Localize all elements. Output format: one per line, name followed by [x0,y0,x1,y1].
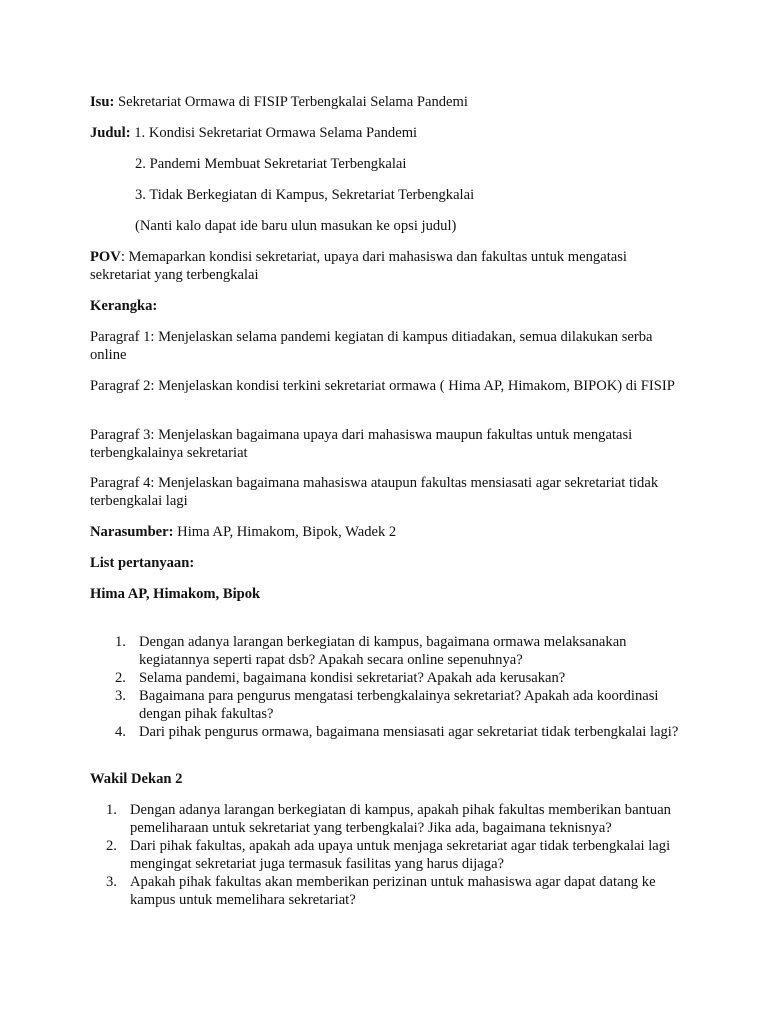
list-item [90,633,688,669]
section-2-heading [90,770,182,788]
question-text: Dengan adanya larangan berkegiatan di kampus, bagaimana ormawa melaksanakan kegiatannya seperti rapat dsb? Apakah secara online sepenuhnya? [139,634,627,668]
question-number: 3. [115,688,126,704]
question-number: 1. [106,802,117,818]
section-2-heading-text: Wakil Dekan 2 [90,771,183,787]
pov-text: : Memaparkan kondisi sekretariat, upaya dari mahasiswa dan fakultas untuk mengatasi sekretariat yang terbengkalai [90,249,627,283]
judul-option-2: 2. Pandemi Membuat Sekretariat Terbengkalai [135,156,407,172]
section-1-question-list [90,633,688,741]
isu-line [90,93,468,111]
narasumber-text: Hima AP, Himakom, Bipok, Wadek 2 [177,524,397,540]
question-text: Apakah pihak fakultas akan memberikan perizinan untuk mahasiswa agar dapat datang ke kampus untuk memelihara sekretariat? [130,874,656,908]
list-item [90,873,690,909]
section-1-heading-text: Hima AP, Himakom, Bipok [90,586,261,602]
kerangka-label: Kerangka: [90,298,158,314]
section-2-question-list [90,801,690,909]
judul-note: (Nanti kalo dapat ide baru ulun masukan ke opsi judul) [135,218,457,234]
question-number: 4. [115,724,126,740]
isu-label: Isu: [90,94,115,110]
question-number: 2. [106,838,117,854]
judul-option-3: 3. Tidak Berkegiatan di Kampus, Sekretariat Terbengkalai [135,187,475,203]
list-item [90,837,690,873]
list-pertanyaan-label: List pertanyaan: [90,555,195,571]
kerangka-paragraph-1: Paragraf 1: Menjelaskan selama pandemi kegiatan di kampus ditiadakan, semua dilakukan serba online [90,329,653,363]
list-item [90,723,688,741]
list-pertanyaan-heading [90,554,194,572]
list-item [90,687,688,723]
narasumber-label: Narasumber: [90,524,174,540]
judul-line [90,124,417,142]
narasumber-line [90,523,396,541]
kerangka-paragraph-2: Paragraf 2: Menjelaskan kondisi terkini sekretariat ormawa ( Hima AP, Himakom, BIPOK) di FISIP [90,378,675,394]
isu-text: Sekretariat Ormawa di FISIP Terbengkalai Selama Pandemi [118,94,468,110]
list-item [90,669,688,687]
pov-label: POV [90,249,121,265]
question-text: Dari pihak fakultas, apakah ada upaya untuk menjaga sekretariat agar tidak terbengkalai lagi mengingat sekretariat juga termasuk fasilitas yang harus dijaga? [130,838,671,872]
kerangka-paragraph-3: Paragraf 3: Menjelaskan bagaimana upaya dari mahasiswa maupun fakultas untuk mengatasi terbengkalainya sekretariat [90,427,633,461]
question-number: 2. [115,670,126,686]
question-text: Dari pihak pengurus ormawa, bagaimana mensiasati agar sekretariat tidak terbengkalai lagi? [139,724,679,740]
question-number: 1. [115,634,126,650]
judul-label: Judul: [90,125,131,141]
question-text: Selama pandemi, bagaimana kondisi sekretariat? Apakah ada kerusakan? [139,670,566,686]
question-number: 3. [106,874,117,890]
kerangka-heading [90,297,157,315]
list-item [90,801,690,837]
question-text: Dengan adanya larangan berkegiatan di kampus, apakah pihak fakultas memberikan bantuan pemeliharaan untuk sekretariat yang terbengkalai? Jika ada, bagaimana teknisnya? [130,802,671,836]
question-text: Bagaimana para pengurus mengatasi terbengkalainya sekretariat? Apakah ada koordinasi dengan pihak fakultas? [139,688,659,722]
judul-option-1: 1. Kondisi Sekretariat Ormawa Selama Pandemi [134,125,418,141]
kerangka-paragraph-4: Paragraf 4: Menjelaskan bagaimana mahasiswa ataupun fakultas mensiasati agar sekretariat tidak terbengkalai lagi [90,475,659,509]
pov-paragraph [90,248,682,284]
section-1-heading [90,585,260,603]
